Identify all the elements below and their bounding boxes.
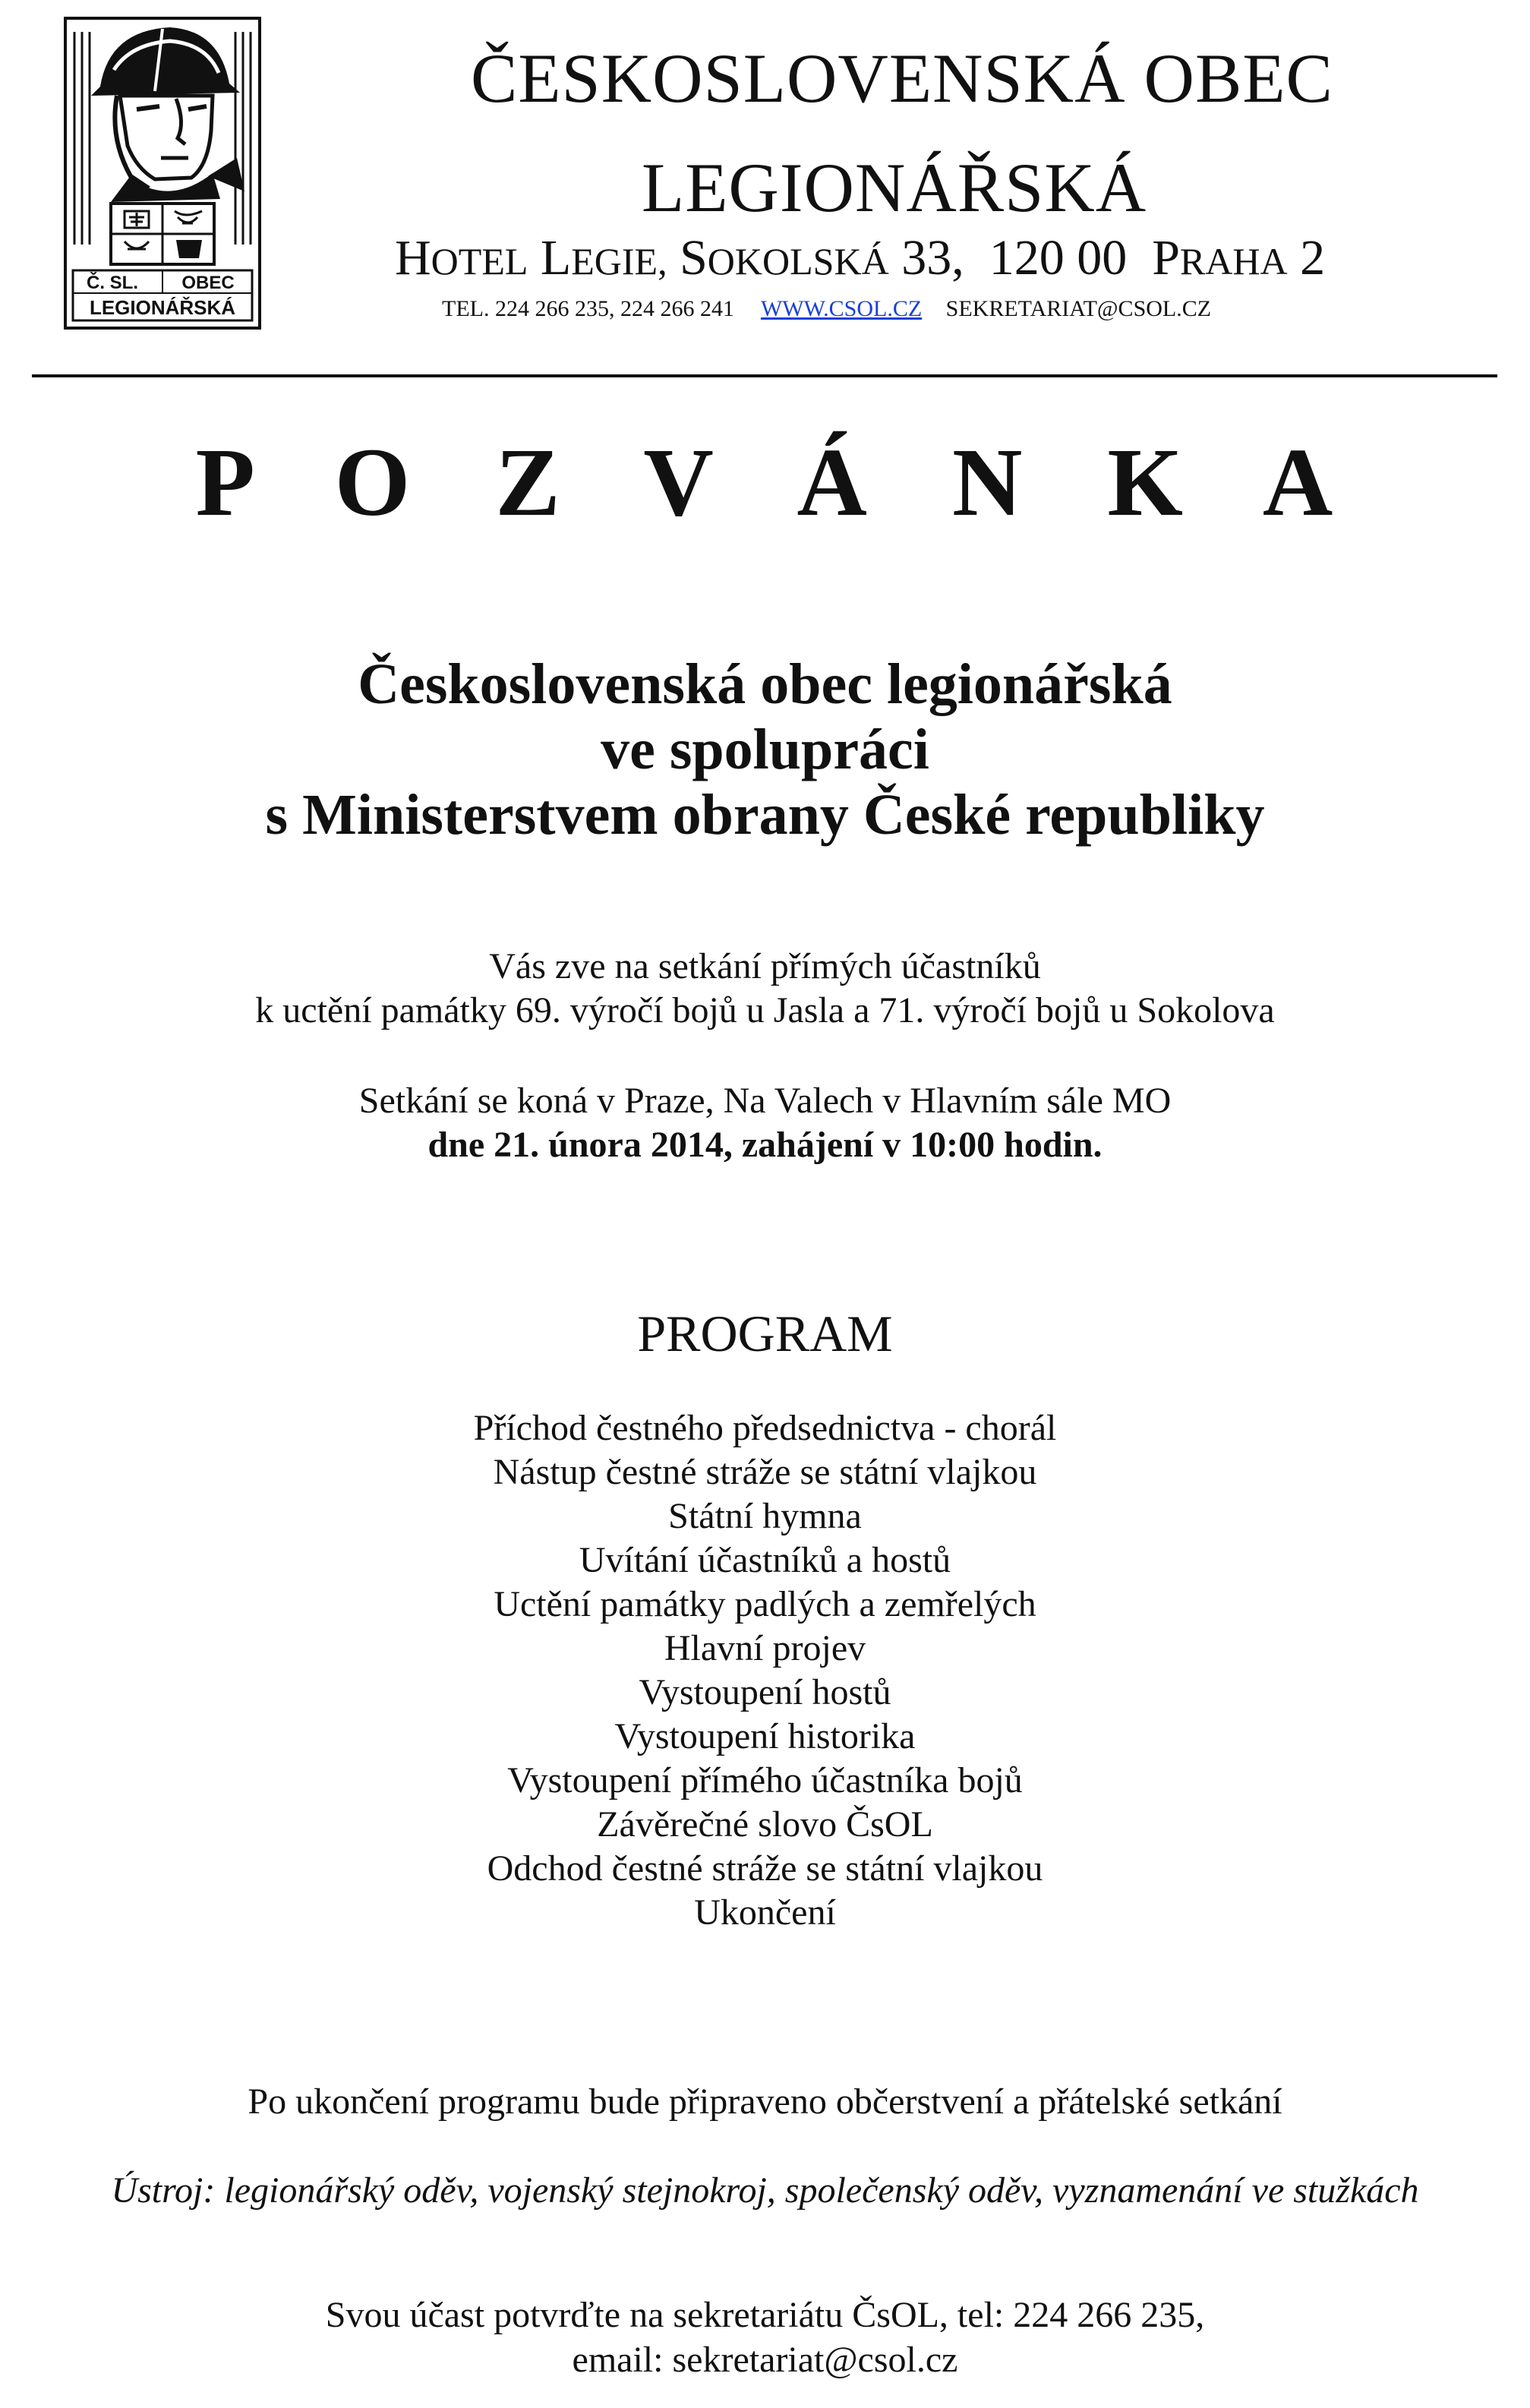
address-hotel-initial: H (395, 230, 431, 286)
program-item: Příchod čestného předsednictva - chorál (473, 1408, 1057, 1448)
invite-text-line2: k uctění památky 69. výročí bojů u Jasla a 71. výročí bojů u Sokolova (255, 990, 1275, 1030)
svg-text:OBEC: OBEC (181, 273, 235, 293)
organization-name-line2: LEGIONÁŘSKÁ (642, 149, 1147, 226)
rsvp-phone-line: Svou účast potvrďte na sekretariátu ČsOL, tel: 224 266 235, (325, 2295, 1205, 2335)
legionnaire-emblem-icon (64, 17, 261, 330)
address-street-rest: OKOLSKÁ (707, 240, 889, 282)
address-hotel-rest: OTEL (431, 240, 528, 282)
cooperation-line: ve spolupráci (601, 718, 929, 781)
program-item: Vystoupení hostů (639, 1672, 891, 1712)
address-number: 33, (901, 230, 964, 286)
invitation-title: P O Z V Á N K A (195, 428, 1364, 536)
program-item: Uvítání účastníků a hostů (579, 1540, 951, 1580)
address-street-initial: S (680, 230, 708, 286)
program-heading: PROGRAM (637, 1305, 893, 1362)
program-list (0, 1406, 1530, 1935)
svg-text:LEGIONÁŘSKÁ: LEGIONÁŘSKÁ (89, 296, 236, 319)
program-item: Závěrečné slovo ČsOL (597, 1804, 933, 1845)
address-legie-initial: L (540, 230, 572, 286)
organization-logo (64, 17, 261, 330)
svg-text:Č. SL.: Č. SL. (86, 273, 139, 293)
address-zip: 120 00 (989, 230, 1128, 286)
address-city-rest: RAHA (1179, 240, 1288, 282)
header-divider (32, 374, 1497, 377)
address-district: 2 (1300, 230, 1326, 286)
refreshment-note: Po ukončení programu bude připraveno občerstvení a přátelské setkání (248, 2081, 1282, 2122)
organization-address (395, 228, 1325, 292)
program-item: Nástup čestné stráže se státní vlajkou (493, 1452, 1037, 1492)
contact-phone: TEL. 224 266 235, 224 266 241 (442, 296, 734, 321)
program-item: Hlavní projev (664, 1628, 866, 1668)
event-date-time: dne 21. února 2014, zahájení v 10:00 hodin. (427, 1125, 1103, 1165)
program-item: Ukončení (694, 1892, 836, 1933)
program-item: Odchod čestné stráže se státní vlajkou (487, 1848, 1043, 1889)
contact-email: SEKRETARIAT@CSOL.CZ (945, 296, 1212, 321)
program-item: Státní hymna (668, 1496, 862, 1536)
address-city-initial: P (1152, 230, 1180, 286)
dress-code: Ústroj: legionářský oděv, vojenský stejnokroj, společenský oděv, vyznamenání ve stužkách (111, 2170, 1419, 2211)
venue-text: Setkání se koná v Praze, Na Valech v Hlavním sále MO (358, 1081, 1172, 1121)
program-item: Vystoupení přímého účastníka bojů (507, 1760, 1023, 1800)
invite-text-line1: Vás zve na setkání přímých účastníků (489, 946, 1041, 986)
ministry-line: s Ministerstvem obrany České republiky (265, 783, 1265, 847)
organization-name-line1: ČESKOSLOVENSKÁ OBEC (471, 39, 1333, 117)
address-legie-rest: EGIE, (571, 240, 667, 282)
program-item: Uctění památky padlých a zemřelých (494, 1584, 1036, 1624)
program-item: Vystoupení historika (614, 1716, 916, 1756)
host-organization: Československá obec legionářská (358, 652, 1172, 716)
website-link[interactable]: WWW.CSOL.CZ (760, 296, 923, 321)
contact-line (442, 294, 1211, 324)
rsvp-email-line: email: sekretariat@csol.cz (572, 2340, 958, 2380)
